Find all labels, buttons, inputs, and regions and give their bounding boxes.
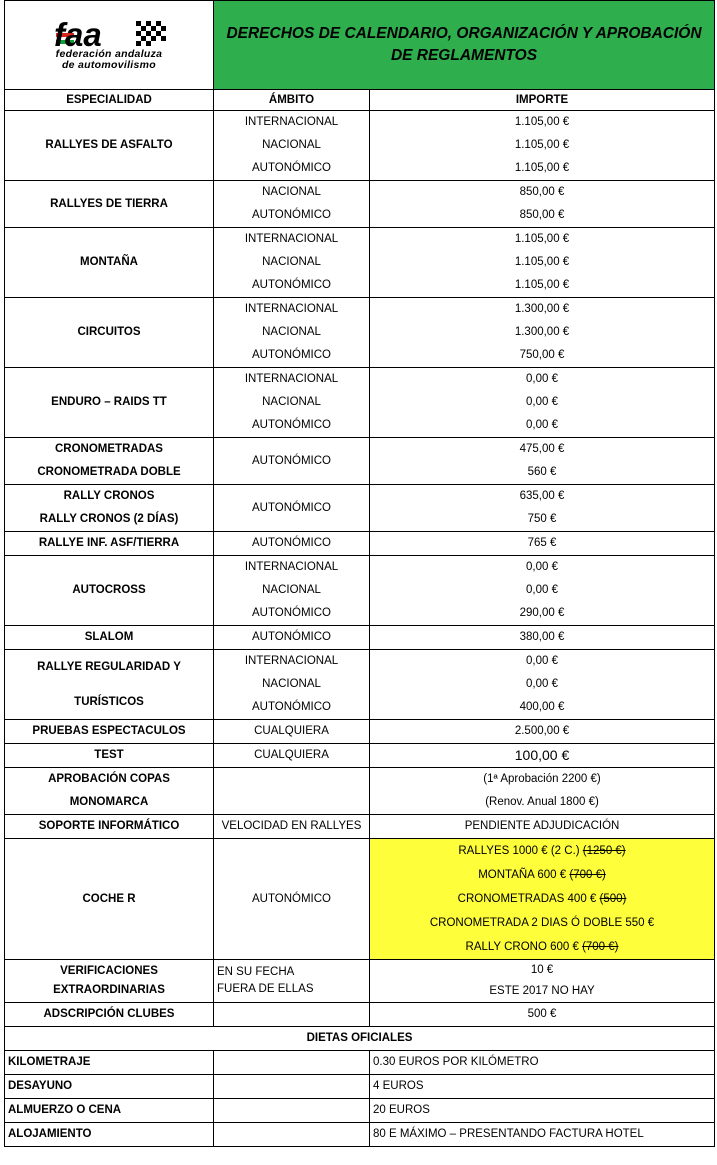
dietas-row	[5, 1123, 715, 1147]
dieta-value: 20 EUROS	[370, 1099, 715, 1123]
montana-ambito-3: AUTONÓMICO	[251, 279, 331, 291]
rallyes-de-asfalto-ambito-1: INTERNACIONAL	[244, 116, 339, 128]
test-ambito	[214, 744, 370, 768]
montana-importe-1: 1.105,00 €	[514, 233, 570, 245]
rallyes-de-asfalto-importe	[370, 111, 715, 181]
circuitos-ambito-3: AUTONÓMICO	[251, 349, 331, 361]
circuitos-ambito-2: NACIONAL	[262, 326, 321, 338]
adscripcion-importe: 500 €	[370, 1003, 715, 1027]
autocross-ambito	[214, 556, 370, 626]
rallye-regularidad-y-turisticos-importe	[370, 650, 715, 720]
faa-logo	[5, 1, 213, 89]
circuitos-especialidad	[5, 298, 214, 368]
coche-r-importe	[370, 839, 715, 960]
enduro-raids-tt-ambito-3: AUTONÓMICO	[251, 419, 331, 431]
dietas-title-row	[5, 1027, 715, 1051]
test-especialidad-1: TEST	[94, 749, 124, 761]
circuitos-importe	[370, 298, 715, 368]
rally-cronos-rally-cronos-2-dias-especialidad	[5, 485, 214, 532]
table-row	[5, 181, 715, 228]
aprobacion-copas-monomarca-especialidad-1: APROBACIÓN COPAS	[48, 773, 170, 785]
montana-especialidad-1: MONTAÑA	[80, 256, 138, 268]
montana-especialidad	[5, 228, 214, 298]
rally-cronos-rally-cronos-2-dias-ambito	[214, 485, 370, 532]
verificaciones-importe-2: ESTE 2017 NO HAY	[489, 985, 595, 997]
rallye-regularidad-y-turisticos-especialidad-1: RALLYE REGULARIDAD Y	[37, 661, 181, 673]
adscripcion-especialidad: ADSCRIPCIÓN CLUBES	[5, 1003, 214, 1027]
rallye-regularidad-y-turisticos-ambito	[214, 650, 370, 720]
circuitos-importe-2: 1.300,00 €	[514, 326, 570, 338]
autocross-ambito-3: AUTONÓMICO	[251, 607, 331, 619]
autocross-especialidad	[5, 556, 214, 626]
rallyes-de-tierra-importe-1: 850,00 €	[519, 186, 565, 198]
pruebas-espectaculos-importe	[370, 720, 715, 744]
header-row	[5, 1, 715, 90]
rallyes-de-asfalto-ambito	[214, 111, 370, 181]
table-row	[5, 650, 715, 720]
dieta-label: ALOJAMIENTO	[5, 1123, 214, 1147]
coche-r-line-2: MONTAÑA 600 € (700 €)	[478, 869, 606, 881]
table-row	[5, 626, 715, 650]
slalom-importe-1: 380,00 €	[519, 631, 565, 643]
table-row	[5, 368, 715, 438]
montana-importe-2: 1.105,00 €	[514, 256, 570, 268]
header-ambito: ÁMBITO	[214, 90, 370, 111]
aprobacion-copas-monomarca-importe-2: (Renov. Anual 1800 €)	[485, 796, 599, 808]
dieta-empty	[214, 1051, 370, 1075]
circuitos-importe-3: 750,00 €	[519, 349, 565, 361]
enduro-raids-tt-especialidad	[5, 368, 214, 438]
circuitos-ambito	[214, 298, 370, 368]
soporte-informatico-especialidad	[5, 815, 214, 839]
faa-logo-mark-icon	[50, 19, 168, 49]
dietas-row	[5, 1051, 715, 1075]
rally-cronos-rally-cronos-2-dias-importe-2: 750 €	[527, 513, 557, 525]
verificaciones-row	[5, 960, 715, 1003]
cronometradas-cronometrada-doble-importe	[370, 438, 715, 485]
soporte-informatico-ambito	[214, 815, 370, 839]
dieta-label: ALMUERZO O CENA	[5, 1099, 214, 1123]
rallye-regularidad-y-turisticos-importe-3: 400,00 €	[519, 701, 565, 713]
rallyes-de-asfalto-ambito-2: NACIONAL	[262, 139, 321, 151]
enduro-raids-tt-importe-1: 0,00 €	[526, 373, 558, 385]
coche-r-row	[5, 839, 715, 960]
autocross-importe-2: 0,00 €	[526, 584, 558, 596]
header-especialidad: ESPECIALIDAD	[5, 90, 214, 111]
slalom-ambito-1: AUTONÓMICO	[251, 631, 331, 643]
coche-r-struck-price: (700 €)	[582, 941, 619, 953]
circuitos-ambito-1: INTERNACIONAL	[244, 303, 339, 315]
verificaciones-especialidad-1: VERIFICACIONES	[60, 965, 158, 977]
verificaciones-especialidad	[5, 960, 214, 1003]
verificaciones-ambito-2: FUERA DE ELLAS	[217, 983, 314, 995]
rallyes-de-tierra-especialidad-1: RALLYES DE TIERRA	[50, 197, 168, 210]
cronometradas-cronometrada-doble-especialidad-1: CRONOMETRADAS	[55, 443, 163, 455]
enduro-raids-tt-importe-3: 0,00 €	[526, 419, 558, 431]
rallyes-de-asfalto-especialidad-1: RALLYES DE ASFALTO	[45, 139, 173, 151]
cronometradas-cronometrada-doble-importe-1: 475,00 €	[519, 443, 565, 455]
coche-r-ambito: AUTONÓMICO	[214, 839, 370, 960]
rallyes-de-tierra-ambito-1: NACIONAL	[262, 186, 321, 198]
table-row	[5, 228, 715, 298]
rallye-regularidad-y-turisticos-especialidad	[5, 650, 214, 720]
autocross-ambito-2: NACIONAL	[262, 584, 321, 596]
verificaciones-ambito-1: EN SU FECHA	[217, 966, 295, 978]
coche-r-struck-price: (1250 €)	[582, 845, 626, 857]
cronometradas-cronometrada-doble-importe-2: 560 €	[527, 466, 557, 478]
coche-r-especialidad: COCHE R	[5, 839, 214, 960]
test-importe-1: 100,00 €	[514, 747, 570, 763]
coche-r-line-1: RALLYES 1000 € (2 C.) (1250 €)	[458, 845, 626, 857]
rallye-regularidad-y-turisticos-importe-1: 0,00 €	[526, 655, 558, 667]
rallye-inf-asf-tierra-especialidad	[5, 532, 214, 556]
soporte-informatico-importe-1: PENDIENTE ADJUDICACIÓN	[464, 820, 620, 832]
table-row	[5, 768, 715, 815]
montana-importe-3: 1.105,00 €	[514, 279, 570, 291]
pruebas-espectaculos-ambito-1: CUALQUIERA	[254, 725, 329, 737]
coche-r-line-5: RALLY CRONO 600 € (700 €)	[465, 941, 619, 953]
pruebas-espectaculos-especialidad-1: PRUEBAS ESPECTACULOS	[32, 725, 186, 737]
verificaciones-especialidad-2: EXTRAORDINARIAS	[53, 984, 165, 996]
pruebas-espectaculos-ambito	[214, 720, 370, 744]
rally-cronos-rally-cronos-2-dias-especialidad-1: RALLY CRONOS	[63, 490, 155, 502]
slalom-ambito	[214, 626, 370, 650]
aprobacion-copas-monomarca-especialidad	[5, 768, 214, 815]
rallyes-de-tierra-importe-2: 850,00 €	[519, 209, 565, 221]
dieta-value: 0.30 EUROS POR KILÓMETRO	[370, 1051, 715, 1075]
dieta-value: 80 E MÁXIMO – PRESENTANDO FACTURA HOTEL	[370, 1123, 715, 1147]
rallyes-de-tierra-importe	[370, 181, 715, 228]
test-especialidad	[5, 744, 214, 768]
rallye-inf-asf-tierra-importe	[370, 532, 715, 556]
rallye-regularidad-y-turisticos-ambito-1: INTERNACIONAL	[244, 655, 339, 667]
adscripcion-row	[5, 1003, 715, 1027]
autocross-importe	[370, 556, 715, 626]
pruebas-espectaculos-especialidad	[5, 720, 214, 744]
rallye-regularidad-y-turisticos-especialidad-2: TURÍSTICOS	[74, 695, 144, 708]
fee-rows	[5, 111, 715, 839]
slalom-especialidad	[5, 626, 214, 650]
coche-r-struck-price: (500)	[599, 893, 627, 905]
autocross-importe-1: 0,00 €	[526, 561, 558, 573]
dietas-row	[5, 1075, 715, 1099]
circuitos-especialidad-1: CIRCUITOS	[77, 326, 141, 338]
rally-cronos-rally-cronos-2-dias-importe	[370, 485, 715, 532]
slalom-importe	[370, 626, 715, 650]
coche-r-line-4: CRONOMETRADA 2 DIAS Ó DOBLE 550 €	[429, 917, 655, 929]
table-row	[5, 744, 715, 768]
cronometradas-cronometrada-doble-especialidad-2: CRONOMETRADA DOBLE	[37, 466, 181, 478]
dietas-rows	[5, 1051, 715, 1147]
table-row	[5, 532, 715, 556]
autocross-importe-3: 290,00 €	[519, 607, 565, 619]
rallye-inf-asf-tierra-importe-1: 765 €	[527, 537, 557, 549]
dieta-empty	[214, 1123, 370, 1147]
header-importe: IMPORTE	[370, 90, 715, 111]
dieta-empty	[214, 1075, 370, 1099]
rallye-inf-asf-tierra-ambito	[214, 532, 370, 556]
rally-cronos-rally-cronos-2-dias-ambito-1: AUTONÓMICO	[251, 501, 331, 514]
rallye-inf-asf-tierra-especialidad-1: RALLYE INF. ASF/TIERRA	[38, 537, 180, 549]
logo-cell	[5, 1, 214, 90]
table-row	[5, 485, 715, 532]
fee-table	[4, 0, 715, 1147]
coche-r-line-3: CRONOMETRADAS 400 € (500)	[457, 893, 627, 905]
rallye-regularidad-y-turisticos-importe-2: 0,00 €	[526, 678, 558, 690]
test-importe	[370, 744, 715, 768]
aprobacion-copas-monomarca-especialidad-2: MONOMARCA	[69, 796, 149, 808]
adscripcion-ambito	[214, 1003, 370, 1027]
enduro-raids-tt-ambito-1: INTERNACIONAL	[244, 373, 339, 385]
table-row	[5, 556, 715, 626]
circuitos-importe-1: 1.300,00 €	[514, 303, 570, 315]
rallyes-de-asfalto-importe-1: 1.105,00 €	[514, 116, 570, 128]
slalom-especialidad-1: SLALOM	[84, 631, 134, 643]
soporte-informatico-ambito-1: VELOCIDAD EN RALLYES	[221, 820, 362, 832]
verificaciones-importe	[370, 960, 715, 1003]
rallyes-de-asfalto-especialidad	[5, 111, 214, 181]
page-title: DERECHOS DE CALENDARIO, ORGANIZACIÓN Y APROBACIÓN DE REGLAMENTOS	[214, 1, 715, 90]
table-row	[5, 111, 715, 181]
dieta-label: KILOMETRAJE	[5, 1051, 214, 1075]
test-ambito-1: CUALQUIERA	[254, 749, 329, 761]
verificaciones-importe-1: 10 €	[530, 964, 554, 976]
soporte-informatico-importe	[370, 815, 715, 839]
autocross-ambito-1: INTERNACIONAL	[244, 561, 339, 573]
pruebas-espectaculos-importe-1: 2.500,00 €	[514, 725, 570, 737]
rallye-inf-asf-tierra-ambito-1: AUTONÓMICO	[251, 537, 331, 549]
rallyes-de-asfalto-importe-2: 1.105,00 €	[514, 139, 570, 151]
rallyes-de-asfalto-importe-3: 1.105,00 €	[514, 162, 570, 174]
rallyes-de-tierra-ambito-2: AUTONÓMICO	[251, 209, 331, 221]
rallye-regularidad-y-turisticos-ambito-3: AUTONÓMICO	[251, 701, 331, 713]
coche-r-struck-price: (700 €)	[569, 869, 606, 881]
enduro-raids-tt-importe-2: 0,00 €	[526, 396, 558, 408]
cronometradas-cronometrada-doble-ambito	[214, 438, 370, 485]
dieta-label: DESAYUNO	[5, 1075, 214, 1099]
enduro-raids-tt-ambito	[214, 368, 370, 438]
verificaciones-ambito	[214, 960, 370, 1003]
soporte-informatico-especialidad-1: SOPORTE INFORMÁTICO	[38, 820, 180, 832]
rallyes-de-asfalto-ambito-3: AUTONÓMICO	[251, 162, 331, 174]
logo-subtitle-1: federación andaluza	[55, 48, 163, 60]
dieta-value: 4 EUROS	[370, 1075, 715, 1099]
rally-cronos-rally-cronos-2-dias-importe-1: 635,00 €	[519, 490, 565, 502]
cronometradas-cronometrada-doble-ambito-1: AUTONÓMICO	[251, 454, 331, 467]
enduro-raids-tt-especialidad-1: ENDURO – RAIDS TT	[51, 396, 167, 408]
montana-ambito-2: NACIONAL	[262, 256, 321, 268]
table-row	[5, 438, 715, 485]
montana-ambito-1: INTERNACIONAL	[244, 233, 339, 245]
rally-cronos-rally-cronos-2-dias-especialidad-2: RALLY CRONOS (2 DÍAS)	[39, 513, 179, 525]
logo-letters: faa	[54, 19, 102, 49]
table-row	[5, 720, 715, 744]
rallye-regularidad-y-turisticos-ambito-2: NACIONAL	[262, 678, 321, 690]
montana-importe	[370, 228, 715, 298]
rallyes-de-tierra-especialidad	[5, 181, 214, 228]
aprobacion-copas-monomarca-importe	[370, 768, 715, 815]
column-header-row	[5, 90, 715, 111]
aprobacion-copas-monomarca-importe-1: (1ª Aprobación 2200 €)	[483, 773, 601, 785]
autocross-especialidad-1: AUTOCROSS	[72, 584, 146, 596]
rallyes-de-tierra-ambito	[214, 181, 370, 228]
dietas-title: DIETAS OFICIALES	[5, 1027, 715, 1051]
table-row	[5, 298, 715, 368]
enduro-raids-tt-ambito-2: NACIONAL	[262, 396, 321, 408]
dietas-row	[5, 1099, 715, 1123]
logo-subtitle-2: de automovilismo	[61, 59, 157, 71]
montana-ambito	[214, 228, 370, 298]
enduro-raids-tt-importe	[370, 368, 715, 438]
aprobacion-copas-monomarca-ambito	[214, 768, 370, 815]
table-row	[5, 815, 715, 839]
dieta-empty	[214, 1099, 370, 1123]
cronometradas-cronometrada-doble-especialidad	[5, 438, 214, 485]
